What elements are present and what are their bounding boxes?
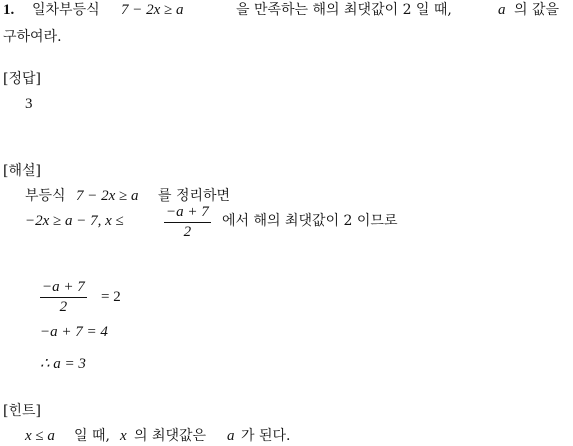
hint-variable-2: a xyxy=(227,428,235,444)
answer-label: [정답] xyxy=(3,71,41,87)
problem-variable: a xyxy=(498,2,506,18)
solution-text-b: 를 정리하면 xyxy=(158,188,231,204)
problem-text-b: 을 만족하는 해의 최댓값이 2 일 때, xyxy=(236,2,452,18)
hint-text-c: 가 된다. xyxy=(241,428,291,444)
solution-label: [해설] xyxy=(3,163,41,179)
problem-text-line2: 구하여라. xyxy=(3,29,62,45)
fraction-denominator: 2 xyxy=(59,299,68,315)
solution-step5: ∴ a = 3 xyxy=(40,356,86,372)
fraction-denominator: 2 xyxy=(183,224,192,240)
solution-step4: −a + 7 = 4 xyxy=(40,324,108,340)
solution-text-a: 부등식 xyxy=(25,188,66,204)
problem-text-a: 일차부등식 xyxy=(32,2,100,18)
fraction-numerator: −a + 7 xyxy=(166,204,209,220)
problem-text-c: 의 값을 xyxy=(514,2,560,18)
solution-step2-text: 에서 해의 최댓값이 2 이므로 xyxy=(222,213,398,229)
solution-step2-expr: −2x ≥ a − 7, x ≤ xyxy=(25,213,124,229)
problem-number: 1. xyxy=(3,2,15,18)
hint-inequality: x ≤ a xyxy=(25,428,55,444)
solution-step3-rhs: = 2 xyxy=(101,289,121,305)
solution-step3-fraction xyxy=(40,280,87,315)
solution-inequality: 7 − 2x ≥ a xyxy=(76,188,139,204)
hint-variable: x xyxy=(120,428,127,444)
hint-text-a: 일 때, xyxy=(74,428,110,444)
hint-label: [힌트] xyxy=(3,403,41,419)
problem-inequality: 7 − 2x ≥ a xyxy=(121,2,184,18)
solution-step2-fraction xyxy=(164,205,211,240)
fraction-numerator: −a + 7 xyxy=(42,279,85,295)
hint-text-b: 의 최댓값은 xyxy=(134,428,207,444)
answer-value: 3 xyxy=(25,96,33,112)
